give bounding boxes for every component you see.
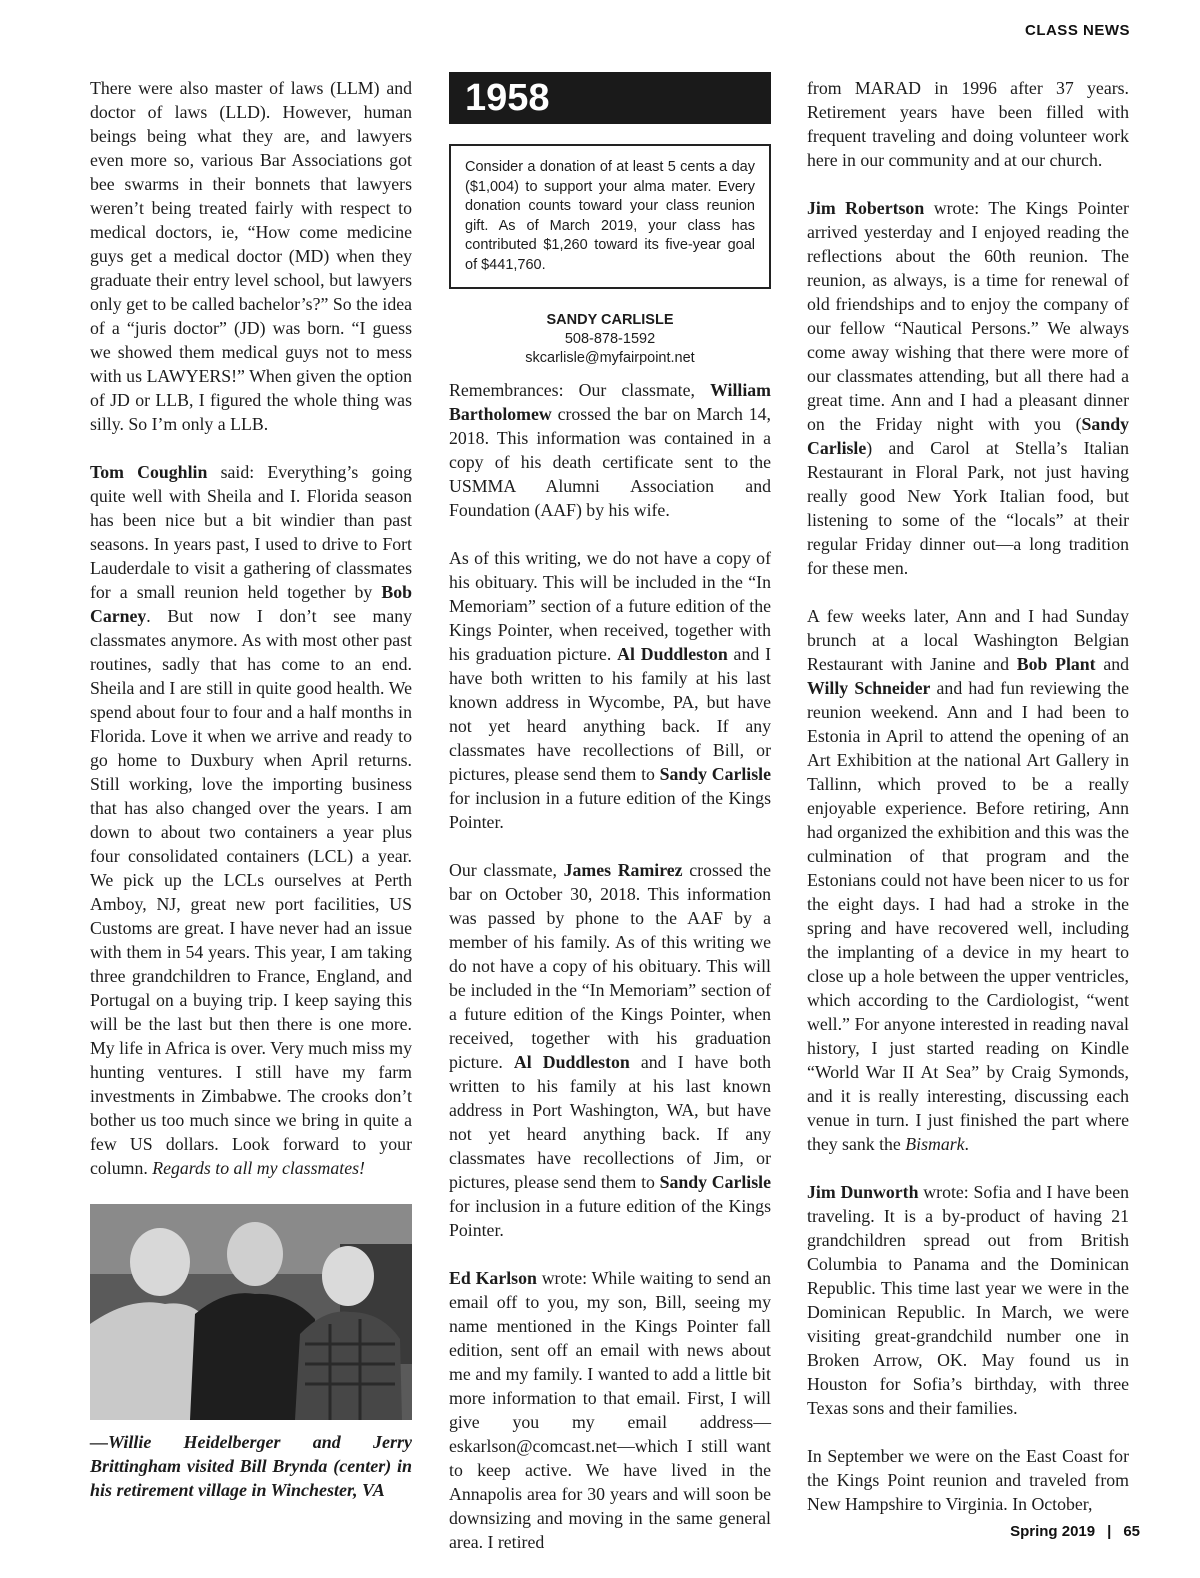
issue-label: Spring 2019 (1010, 1523, 1096, 1540)
classmate-name: Tom Coughlin (90, 462, 208, 482)
classmate-name: Al Duddleston (513, 1052, 630, 1072)
classmate-name: William Bartholomew (449, 380, 771, 424)
paragraph-estonia: A few weeks later, Ann and I had Sunday brunch at a local Washington Belgian Restaurant with Janine and Bob Plant and Willy Schneider and had fun reviewing the reunion weekend. Ann and I had been to Estonia in April to attend the opening of an Art Exhibition at the national Art Gallery in Tallinn, which proved to be a really enjoyable experience. Before retiring, Ann had organized the exhibition and this was the culmination of that program and the Estonians could not have been nicer to us for the eight days. I had had a stroke in the spring and have recovered well, including the implanting of a device in my heart to close up a hole between the upper ventricles, which according to the Cardiologist, “went well.” For anyone interested in reading naval history, I just started reading on Kindle “World War II At Sea” by Craig Symonds, and it is really interesting, discussing each venue in turn. I just finished the part where they sank the Bismark. (807, 606, 1130, 1154)
column-1 (90, 76, 412, 1502)
section-label: CLASS NEWS (1024, 22, 1130, 39)
classmate-name: Bob Plant (1016, 654, 1096, 674)
classmate-name: Jim Robertson (807, 198, 925, 218)
ship-name: Bismark (905, 1134, 965, 1154)
paragraph-obituary: As of this writing, we do not have a copy of his obituary. This will be included in the “In Memoriam” section of a future edition of the Kings Pointer, when received, together with his graduation picture. Al Duddleston and I have both written to his family at his last known address in Wycombe, PA, but have not yet heard anything back. If any classmates have recollections of Bill, or pictures, please send them to Sandy Carlisle for inclusion in a future edition of the Kings Pointer. (449, 548, 771, 832)
classmate-name: Jim Dunworth (807, 1182, 919, 1202)
photo-illustration (90, 1204, 412, 1420)
paragraph: There were also master of laws (LLM) and doctor of laws (LLD). However, human beings being what they are, and lawyers even more so, various Bar Associations got bee swarms in their bonnets that lawyers weren’t being treated fairly with respect to medical doctors, ie, “How come medicine guys get a medical doctor (MD) when they graduate their entry level school, but lawyers only get to be called bachelor’s?” So the idea of a “juris doctor” (JD) was born. “I guess we showed them medical guys not to mess with us LAWYERS!” When given the option of JD or LLB, I figured the whole thing was silly. So I’m only a LLB. (90, 78, 412, 434)
photo-caption: —Willie Heidelberger and Jerry Brittingham visited Bill Brynda (center) in his retirement village in Winchester, VA (90, 1432, 412, 1500)
column-3 (807, 76, 1129, 1540)
page-number: 65 (1123, 1523, 1140, 1540)
paragraph: from MARAD in 1996 after 37 years. Retirement years have been filled with frequent traveling and doing volunteer work here in our community and at our church. (807, 78, 1129, 170)
donation-box: Consider a donation of at least 5 cents a day ($1,004) to support your alma mater. Every donation counts toward your class reunion gift. As of March 2019, your class has contributed $1,260 toward its five-year goal of $441,760. (449, 144, 771, 289)
classmate-name: Willy Schneider (807, 678, 931, 698)
paragraph-ramirez: Our classmate, James Ramirez crossed the bar on October 30, 2018. This information was passed by phone to the AAF by a member of his family. As of this writing we do not have a copy of his obituary. This will be included in the “In Memoriam” section of a future edition of the Kings Pointer, when received, together with his graduation picture. Al Duddleston and I have both written to his family at his last known address in Port Washington, WA, but have not yet heard anything back. If any classmates have recollections of Jim, or pictures, please send them to Sandy Carlisle for inclusion in a future edition of the Kings Pointer. (449, 860, 771, 1240)
classmate-name: Ed Karlson (449, 1268, 537, 1288)
page-footer (1010, 1523, 1140, 1540)
contact-phone: 508-878-1592 (564, 331, 656, 347)
paragraph-bartholomew: Remembrances: Our classmate, William Bartholomew crossed the bar on March 14, 2018. This information was contained in a copy of his death certificate sent to the USMMA Alumni Association and Foundation (AAF) by his wife. (449, 380, 771, 520)
reunion-photo (90, 1204, 412, 1420)
paragraph-coughlin: Tom Coughlin said: Everything’s going quite well with Sheila and I. Florida season has been nice but a bit windier than past seasons. In years past, I used to drive to Fort Lauderdale to visit a gathering of classmates for a small reunion held together by Bob Carney. But now I don’t see many classmates anymore. As with most other past routines, sadly that has come to an end. Sheila and I are still in quite good health. We spend about four to four and a half months in Florida. Love it when we arrive and ready to go home to Duxbury when April returns. Still working, love the importing business that has also changed over the years. I am down to about two containers a year plus four consolidated containers (LCL) a year. We pick up the LCLs ourselves at Perth Amboy, NJ, great new port facilities, US Customs are great. I have never had an issue with them in 54 years. This year, I am taking three grandchildren to France, England, and Portugal on a buying trip. I keep saying this will be the last but then there is one more. My life in Africa is over. Very much miss my hunting ventures. I still have my farm investments in Zimbabwe. The crooks don’t bother us too much since we bring in quite a few US dollars. Look forward to your column. Regards to all my classmates! (90, 462, 413, 1178)
contact-name: SANDY CARLISLE (546, 312, 674, 328)
paragraph-karlson: Ed Karlson wrote: While waiting to send an email off to you, my son, Bill, seeing my name mentioned in the Kings Pointer fall edition, sent off an email with news about me and my family. I wanted to add a little bit more information to that email. First, I will give you my email address—eskarlson@comcast.net—which I still want to keep active. We have lived in the Annapolis area for 30 years and will soon be downsizing and moving in the same general area. I retired (449, 1268, 772, 1552)
classmate-name: Sandy Carlisle (659, 1172, 771, 1192)
class-contact (449, 311, 771, 368)
footer-separator: | (1107, 1523, 1112, 1540)
contact-email[interactable]: skcarlisle@myfairpoint.net (525, 350, 695, 366)
sign-off: Regards to all my classmates! (152, 1158, 365, 1178)
paragraph: In September we were on the East Coast for the Kings Point reunion and traveled from New Hampshire to Virginia. In October, (807, 1446, 1129, 1514)
classmate-name: Sandy Carlisle (807, 414, 1129, 458)
classmate-name: James Ramirez (563, 860, 683, 880)
classmate-name: Sandy Carlisle (659, 764, 771, 784)
classmate-name: Bob Carney (90, 582, 412, 626)
classmate-name: Al Duddleston (617, 644, 728, 664)
paragraph-robertson: Jim Robertson wrote: The Kings Pointer arrived yesterday and I enjoyed reading the reflections about the 60th reunion. The reunion, as always, is a time for renewal of old friendships and to enjoy the company of our fellow “Nautical Persons.” We always come away wishing that there were more of our classmates attending, but all there had a great time. Ann and I had a pleasant dinner on the Friday night with you (Sandy Carlisle) and Carol at Stella’s Italian Restaurant in Floral Park, not just having really good New York Italian food, but listening to some of the “locals” at their regular Friday dinner out—a long tradition for these men. (807, 198, 1129, 578)
paragraph-dunworth: Jim Dunworth wrote: Sofia and I have been traveling. It is a by-product of having 21 grandchildren spread out from British Columbia to Panama and the Dominican Republic. This time last year we were in the Dominican Republic. In March, we were visiting great-grandchild number one in Broken Arrow, OK. May found us in Houston for Sofia’s birthday, with three Texas sons and their families. (807, 1182, 1129, 1418)
column-2 (449, 72, 771, 1578)
class-year-banner: 1958 (449, 72, 771, 124)
